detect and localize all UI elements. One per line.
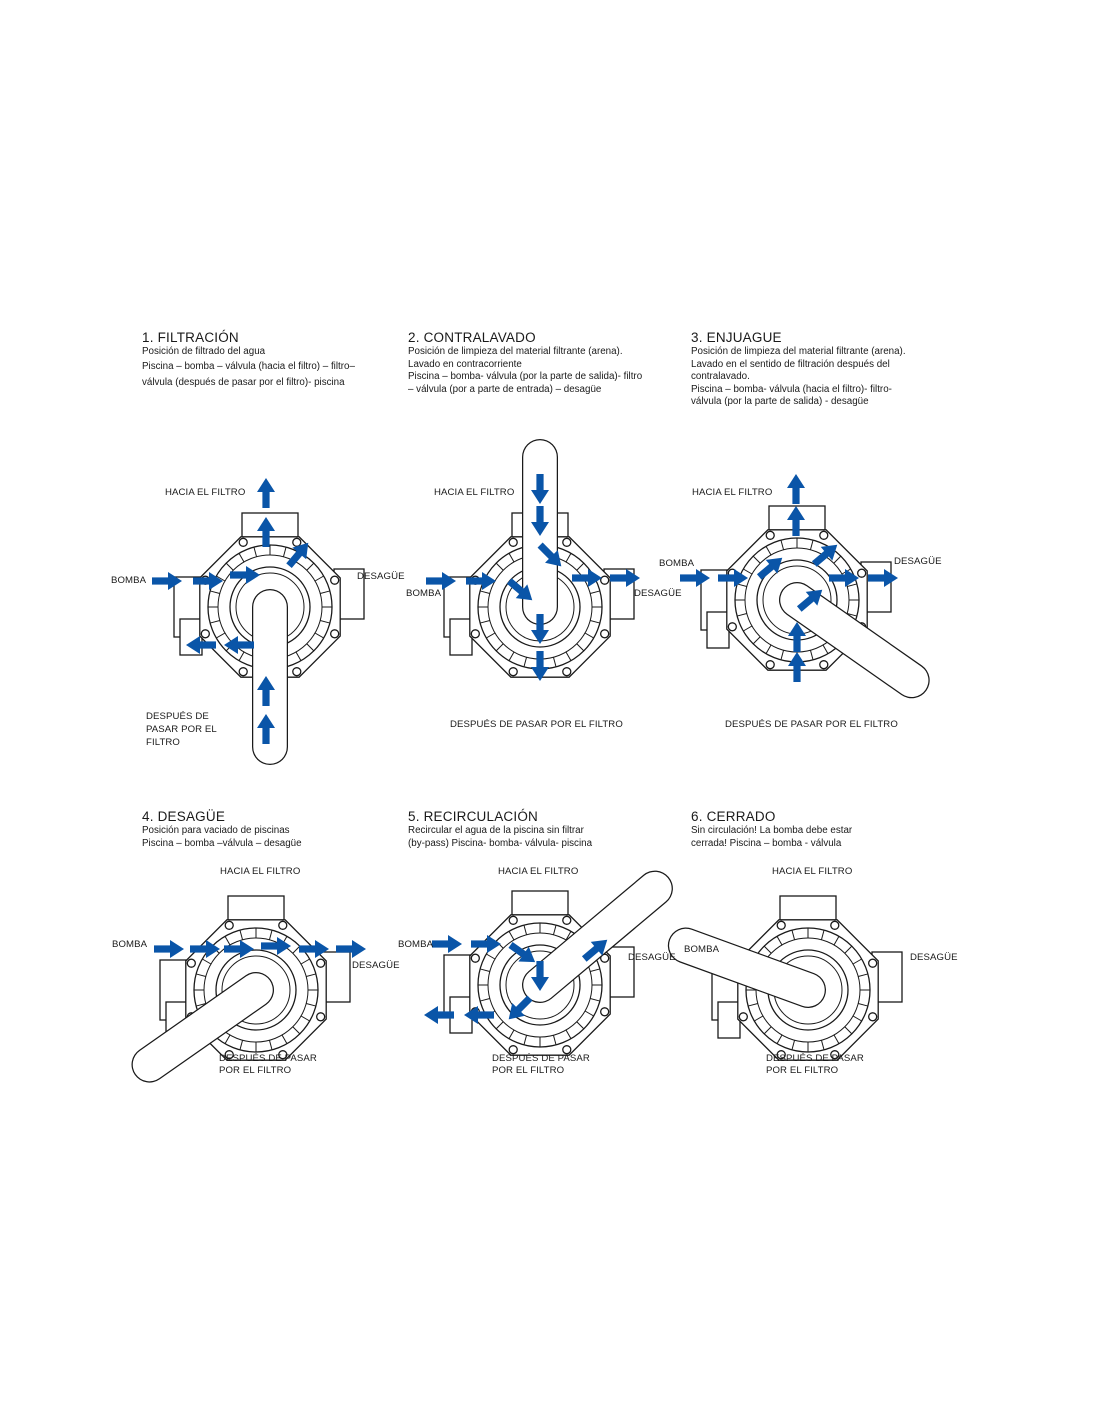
panel-desc-line: Lavado en contracorriente [408,358,522,370]
bolt-hole [471,630,479,638]
panel-desc-line: Piscina – bomba- válvula (hacia el filtro)- filtro- [691,383,892,395]
bolt-hole [509,916,517,924]
lower-left-port [450,619,472,655]
label-to-filter: HACIA EL FILTRO [498,866,579,877]
label-after-filter: DESPUÉS DE PASAR POR EL FILTRO [146,711,217,748]
panel-desc-line: Posición para vaciado de piscinas [142,825,290,836]
label-pump: BOMBA [111,575,147,586]
panel-desc-line: válvula (por la parte de salida) - desagüe [691,396,869,408]
panel-desc-line: Piscina – bomba – válvula (hacia el filtro) – filtro– [142,360,355,372]
bolt-hole [563,916,571,924]
label-drain: DESAGÜE [357,571,405,582]
valve-diagram-5 [444,889,655,1056]
flow-arrow-icon [257,478,275,508]
bolt-hole [601,630,609,638]
label-to-filter: HACIA EL FILTRO [772,866,853,877]
lower-left-port [718,1002,740,1038]
label-pump: BOMBA [398,939,434,950]
valve-diagram-3 [701,506,912,680]
panel-title: 2. CONTRALAVADO [408,330,536,345]
label-pump: BOMBA [684,944,720,955]
bolt-hole [225,921,233,929]
label-after-filter: DESPUÉS DE PASAR POR EL FILTRO [766,1053,864,1076]
label-to-filter: HACIA EL FILTRO [165,487,246,498]
label-after-filter: DESPUÉS DE PASAR POR EL FILTRO [492,1053,590,1076]
panel-desc-line: Posición de limpieza del material filtrante (arena). [408,346,623,357]
bolt-hole [239,538,247,546]
bolt-hole [601,576,609,584]
panel-title: 3. ENJUAGUE [691,330,782,345]
label-drain: DESAGÜE [910,952,958,963]
flow-arrow-icon [154,940,184,958]
label-drain: DESAGÜE [628,952,676,963]
bolt-hole [317,959,325,967]
bolt-hole [563,668,571,676]
panel-title: 5. RECIRCULACIÓN [408,809,538,824]
panel-desc-line: Sin circulación! La bomba debe estar [691,825,853,836]
panel-desc-line: Piscina – bomba- válvula (por la parte de salida)- filtro [408,371,643,383]
bolt-hole [820,531,828,539]
label-drain: DESAGÜE [634,588,682,599]
label-pump: BOMBA [659,558,695,569]
panel-title: 4. DESAGÜE [142,809,226,824]
bolt-hole [601,1008,609,1016]
label-drain: DESAGÜE [352,960,400,971]
label-to-filter: HACIA EL FILTRO [692,487,773,498]
label-pump: BOMBA [406,588,442,599]
label-pump: BOMBA [112,939,148,950]
bolt-hole [739,1013,747,1021]
bolt-hole [331,576,339,584]
bolt-hole [858,569,866,577]
bolt-hole [293,668,301,676]
label-after-filter: DESPUÉS DE PASAR POR EL FILTRO [219,1053,317,1076]
panel-desc-line: Posición de limpieza del material filtrante (arena). [691,346,906,357]
panel-desc-line: contralavado. [691,371,750,383]
valve-diagram-6 [686,896,902,1060]
panel-desc-line: válvula (después de pasar por el filtro)- piscina [142,377,345,389]
bolt-hole [201,630,209,638]
lower-left-port [707,612,729,648]
bolt-hole [293,538,301,546]
bolt-hole [820,661,828,669]
panel-desc-line: Posición de filtrado del agua [142,346,266,357]
bolt-hole [766,531,774,539]
panel-desc-line: – válvula (por a parte de entrada) – desagüe [408,383,602,395]
bolt-hole [331,630,339,638]
panel-desc-line: cerrada! Piscina – bomba - válvula [691,837,842,849]
bolt-hole [279,921,287,929]
bolt-hole [509,538,517,546]
label-drain: DESAGÜE [894,556,942,567]
valve-diagram-4 [150,896,350,1065]
panel-desc-line: Piscina – bomba –válvula – desagüe [142,837,302,849]
bolt-hole [471,954,479,962]
bolt-hole [869,959,877,967]
bolt-hole [869,1013,877,1021]
label-to-filter: HACIA EL FILTRO [220,866,301,877]
bolt-hole [317,1013,325,1021]
bolt-hole [728,623,736,631]
bolt-hole [831,921,839,929]
bolt-hole [766,661,774,669]
panel-desc-line: (by-pass) Piscina- bomba- válvula- piscina [408,837,593,849]
bolt-hole [777,921,785,929]
panel-title: 1. FILTRACIÓN [142,330,239,345]
panel-desc-line: Recircular el agua de la piscina sin filtrar [408,825,584,836]
bolt-hole [239,668,247,676]
label-after-filter: DESPUÉS DE PASAR POR EL FILTRO [450,719,623,730]
label-to-filter: HACIA EL FILTRO [434,487,515,498]
flow-arrow-icon [432,935,462,953]
bolt-hole [563,538,571,546]
flow-arrow-icon [787,474,805,504]
bolt-hole [187,959,195,967]
panel-title: 6. CERRADO [691,809,776,824]
panel-desc-line: Lavado en el sentido de filtración después del [691,358,890,370]
bolt-hole [509,668,517,676]
label-after-filter: DESPUÉS DE PASAR POR EL FILTRO [725,719,898,730]
